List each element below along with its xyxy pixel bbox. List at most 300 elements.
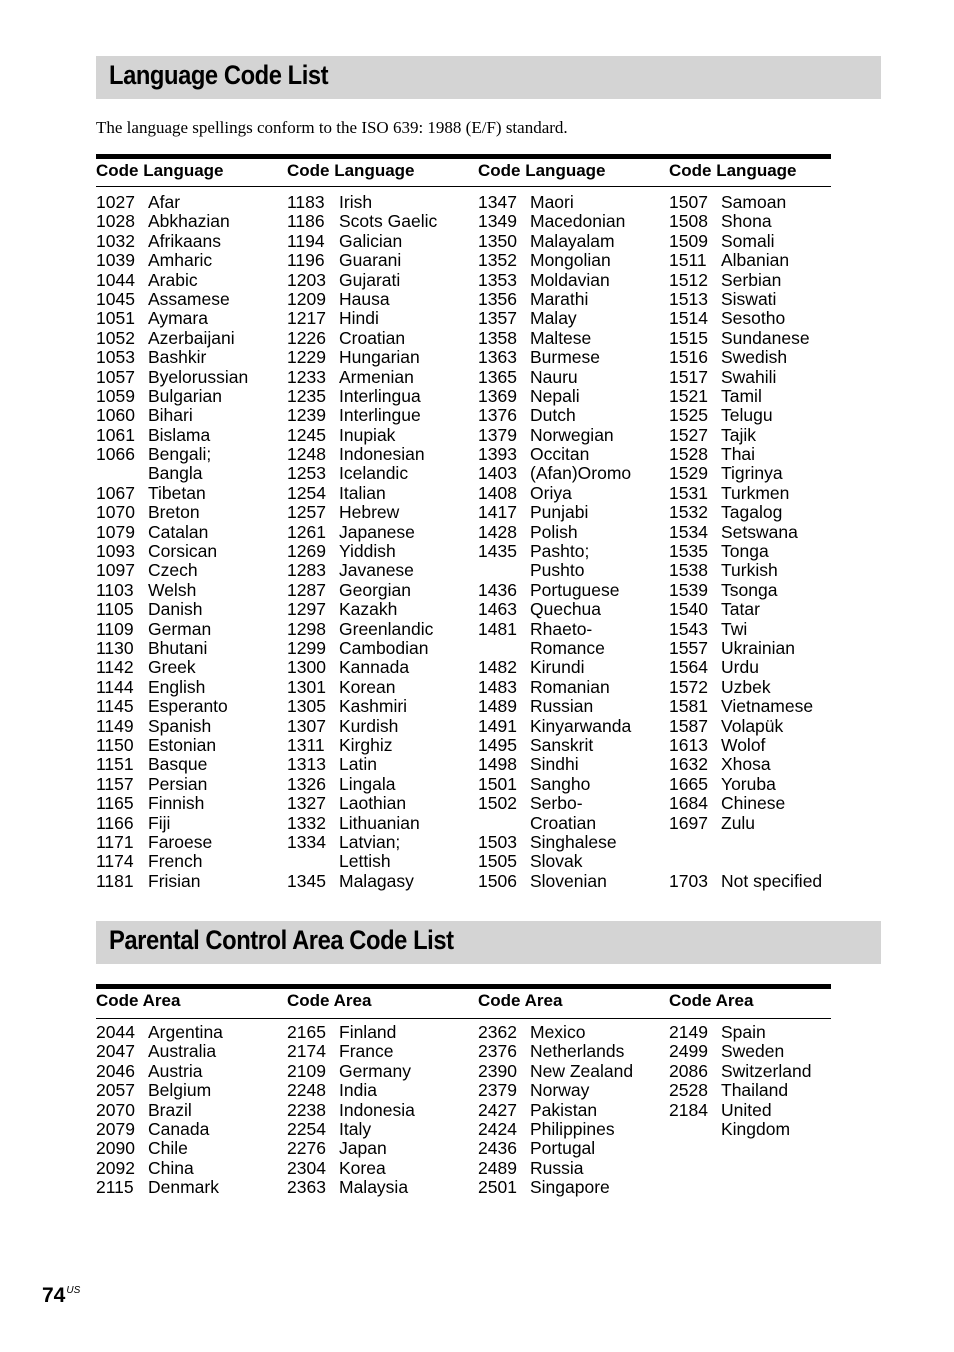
name-cell: Amharic — [148, 250, 213, 271]
name-cell: Xhosa — [721, 754, 771, 775]
code-cell: 2362 — [478, 1022, 517, 1042]
code-cell: 1226 — [287, 327, 326, 348]
code-cell: 1093 — [96, 541, 135, 562]
language-header-2: Code Language — [287, 161, 415, 180]
name-cell: Kazakh — [339, 599, 398, 620]
code-cell: 1572 — [669, 676, 708, 697]
name-cell: Singapore — [530, 1177, 610, 1198]
code-cell: 1103 — [96, 579, 134, 600]
code-cell: 1345 — [287, 870, 326, 891]
code-cell: 1165 — [96, 793, 134, 814]
language-table-header-rule — [96, 186, 831, 187]
name-cell: Twi — [721, 618, 748, 639]
language-intro-text: The language spellings conform to the ISO 639: 1988 (E/F) standard. — [96, 118, 568, 137]
name-cell: Greenlandic — [339, 618, 434, 639]
name-cell: Romanian — [530, 676, 610, 697]
code-cell: 1521 — [669, 385, 708, 406]
name-cell: Inupiak — [339, 424, 396, 445]
name-cell: Sindhi — [530, 754, 579, 775]
code-cell: 1032 — [96, 230, 135, 251]
name-cell: Malagasy — [339, 870, 414, 891]
name-cell: Kirundi — [530, 657, 585, 678]
name-cell: Chile — [148, 1138, 188, 1159]
name-cell: Shona — [721, 211, 772, 232]
code-cell: 1356 — [478, 288, 517, 309]
code-cell: 1130 — [96, 637, 134, 658]
name-cell: Turkish — [721, 560, 778, 581]
code-cell: 1332 — [287, 812, 326, 833]
code-cell: 2184 — [669, 1099, 708, 1120]
code-cell: 1532 — [669, 502, 708, 523]
code-cell: 1257 — [287, 502, 326, 523]
code-cell: 1217 — [287, 308, 326, 329]
name-cell: Belgium — [148, 1080, 212, 1101]
name-cell: Vietnamese — [721, 696, 814, 717]
name-cell: Slovak — [530, 851, 583, 872]
name-cell: Gujarati — [339, 269, 401, 290]
name-cell: Argentina — [148, 1022, 223, 1042]
code-cell: 2499 — [669, 1041, 708, 1062]
name-cell: Tsonga — [721, 579, 778, 600]
name-cell: Tatar — [721, 599, 760, 620]
name-cell: Serbo- — [530, 793, 583, 814]
code-cell: 1613 — [669, 734, 708, 755]
code-cell: 1525 — [669, 405, 708, 426]
page-number — [42, 1284, 80, 1308]
name-cell: Hausa — [339, 288, 390, 309]
name-cell: Fiji — [148, 812, 171, 833]
code-cell: 1066 — [96, 444, 135, 465]
code-cell: 1334 — [287, 831, 326, 852]
code-cell: 1053 — [96, 347, 135, 368]
code-cell: 1417 — [478, 502, 517, 523]
code-cell: 2174 — [287, 1041, 326, 1062]
page-region: US — [66, 1285, 81, 1296]
code-cell: 2501 — [478, 1177, 517, 1198]
name-cell: Catalan — [148, 521, 209, 542]
code-cell: 1543 — [669, 618, 708, 639]
code-cell: 1313 — [287, 754, 326, 775]
name-cell: Punjabi — [530, 502, 589, 523]
name-cell: Italy — [339, 1118, 372, 1139]
name-cell: Russia — [530, 1157, 584, 1178]
name-cell: Kirghiz — [339, 734, 393, 755]
code-cell: 1529 — [669, 463, 708, 484]
code-cell: 1060 — [96, 405, 135, 426]
name-cell: Burmese — [530, 347, 601, 368]
code-cell: 1248 — [287, 444, 326, 465]
code-cell: 1239 — [287, 405, 326, 426]
name-cell: Hebrew — [339, 502, 400, 523]
code-cell: 2149 — [669, 1022, 708, 1042]
name-cell: Quechua — [530, 599, 602, 620]
code-cell: 2070 — [96, 1099, 135, 1120]
code-cell: 1665 — [669, 773, 708, 794]
code-cell: 1027 — [96, 192, 135, 212]
name-cell: Kingdom — [721, 1118, 791, 1139]
code-cell: 1697 — [669, 812, 708, 833]
name-cell: Korea — [339, 1157, 386, 1178]
name-cell: Yoruba — [721, 773, 776, 794]
name-cell: French — [148, 851, 203, 872]
code-cell: 2057 — [96, 1080, 135, 1101]
name-cell: Singhalese — [530, 831, 617, 852]
name-cell: Maltese — [530, 327, 592, 348]
name-cell: Chinese — [721, 793, 786, 814]
name-cell: Siswati — [721, 288, 777, 309]
code-cell: 1254 — [287, 482, 326, 503]
name-cell: Icelandic — [339, 463, 409, 484]
name-cell: Afar — [148, 192, 181, 212]
code-cell: 2276 — [287, 1138, 326, 1159]
name-cell: Kurdish — [339, 715, 399, 736]
code-cell: 1358 — [478, 327, 517, 348]
name-cell: Galician — [339, 230, 403, 251]
code-cell: 2086 — [669, 1060, 708, 1081]
name-cell: Scots Gaelic — [339, 211, 438, 232]
name-cell: Breton — [148, 502, 200, 523]
name-cell: Spanish — [148, 715, 212, 736]
code-cell: 1357 — [478, 308, 517, 329]
name-cell: Assamese — [148, 288, 230, 309]
name-cell: Urdu — [721, 657, 759, 678]
name-cell: Indonesia — [339, 1099, 415, 1120]
name-cell: Georgian — [339, 579, 411, 600]
name-cell: Marathi — [530, 288, 589, 309]
name-cell: United — [721, 1099, 772, 1120]
code-cell: 1144 — [96, 676, 134, 697]
name-cell: Switzerland — [721, 1060, 812, 1081]
language-header-3: Code Language — [478, 161, 606, 180]
code-cell: 1483 — [478, 676, 517, 697]
name-cell: Australia — [148, 1041, 217, 1062]
code-cell: 1531 — [669, 482, 708, 503]
code-cell: 1253 — [287, 463, 326, 484]
code-cell: 1044 — [96, 269, 135, 290]
code-cell: 1513 — [669, 288, 708, 309]
code-cell: 1527 — [669, 424, 708, 445]
name-cell: Frisian — [148, 870, 201, 891]
code-cell: 1298 — [287, 618, 326, 639]
code-cell: 1403 — [478, 463, 517, 484]
name-cell: Pakistan — [530, 1099, 598, 1120]
name-cell: Bislama — [148, 424, 211, 445]
code-cell: 2379 — [478, 1080, 517, 1101]
code-cell: 1067 — [96, 482, 135, 503]
code-cell: 2090 — [96, 1138, 135, 1159]
name-cell: Latvian; — [339, 831, 401, 852]
name-cell: Thai — [721, 444, 756, 465]
code-cell: 2115 — [96, 1177, 134, 1198]
name-cell: Tamil — [721, 385, 762, 406]
code-cell: 1142 — [96, 657, 134, 678]
area-table-top-rule — [96, 984, 831, 989]
code-cell: 1350 — [478, 230, 517, 251]
name-cell: Danish — [148, 599, 203, 620]
code-cell: 2047 — [96, 1041, 135, 1062]
code-cell: 1482 — [478, 657, 517, 678]
code-cell: 1528 — [669, 444, 708, 465]
code-cell: 1166 — [96, 812, 134, 833]
code-cell: 1540 — [669, 599, 708, 620]
page-number-value: 74 — [42, 1284, 66, 1307]
language-header-1: Code Language — [96, 161, 224, 180]
code-cell: 1287 — [287, 579, 326, 600]
code-cell: 2079 — [96, 1118, 135, 1139]
name-cell: Bangla — [148, 463, 203, 484]
area-header-3: Code Area — [478, 991, 563, 1010]
name-cell: Tajik — [721, 424, 757, 445]
name-cell: France — [339, 1041, 394, 1062]
code-cell: 1059 — [96, 385, 135, 406]
name-cell: Lingala — [339, 773, 396, 794]
code-cell: 1203 — [287, 269, 326, 290]
name-cell: Wolof — [721, 734, 766, 755]
code-cell: 2390 — [478, 1060, 517, 1081]
name-cell: Norway — [530, 1080, 590, 1101]
name-cell: Brazil — [148, 1099, 192, 1120]
code-cell: 1363 — [478, 347, 517, 368]
code-cell: 1151 — [96, 754, 134, 775]
name-cell: Maori — [530, 192, 574, 212]
code-cell: 1436 — [478, 579, 517, 600]
code-cell: 1506 — [478, 870, 517, 891]
name-cell: Mexico — [530, 1022, 586, 1042]
name-cell: Aymara — [148, 308, 208, 329]
area-section-header — [96, 921, 881, 964]
name-cell: Kannada — [339, 657, 410, 678]
area-table-header-rule — [96, 1018, 831, 1019]
code-cell: 1564 — [669, 657, 708, 678]
code-cell: 1261 — [287, 521, 326, 542]
name-cell: Abkhazian — [148, 211, 230, 232]
code-cell: 1196 — [287, 250, 325, 271]
code-cell: 1097 — [96, 560, 135, 581]
name-cell: Pushto — [530, 560, 585, 581]
name-cell: Ukrainian — [721, 637, 795, 658]
name-cell: Latin — [339, 754, 377, 775]
code-cell: 1512 — [669, 269, 708, 290]
name-cell: Bengali; — [148, 444, 212, 465]
name-cell: Bihari — [148, 405, 193, 426]
code-cell: 1369 — [478, 385, 517, 406]
code-cell: 1327 — [287, 793, 326, 814]
code-cell: 2363 — [287, 1177, 326, 1198]
language-table-top-rule — [96, 154, 831, 159]
code-cell: 1491 — [478, 715, 517, 736]
code-cell: 2165 — [287, 1022, 326, 1042]
code-cell: 1408 — [478, 482, 517, 503]
name-cell: Lettish — [339, 851, 391, 872]
code-cell: 2046 — [96, 1060, 135, 1081]
code-cell: 1109 — [96, 618, 134, 639]
name-cell: Bhutani — [148, 637, 208, 658]
code-cell: 1039 — [96, 250, 135, 271]
name-cell: Uzbek — [721, 676, 771, 697]
name-cell: Welsh — [148, 579, 197, 600]
code-cell: 1435 — [478, 541, 517, 562]
code-cell: 1194 — [287, 230, 325, 251]
name-cell: Cambodian — [339, 637, 429, 658]
name-cell: Slovenian — [530, 870, 607, 891]
name-cell: Afrikaans — [148, 230, 221, 251]
name-cell: Setswana — [721, 521, 798, 542]
name-cell: Austria — [148, 1060, 203, 1081]
name-cell: Sweden — [721, 1041, 785, 1062]
code-cell: 1503 — [478, 831, 517, 852]
name-cell: Italian — [339, 482, 386, 503]
name-cell: China — [148, 1157, 194, 1178]
name-cell: Japan — [339, 1138, 387, 1159]
name-cell: Estonian — [148, 734, 217, 755]
area-header-2: Code Area — [287, 991, 372, 1010]
name-cell: Macedonian — [530, 211, 626, 232]
name-cell: Czech — [148, 560, 198, 581]
name-cell: Telugu — [721, 405, 773, 426]
code-cell: 1157 — [96, 773, 134, 794]
name-cell: Swedish — [721, 347, 788, 368]
code-cell: 1181 — [96, 870, 134, 891]
name-cell: Sangho — [530, 773, 591, 794]
name-cell: Canada — [148, 1118, 210, 1139]
name-cell: Oriya — [530, 482, 572, 503]
name-cell: Laothian — [339, 793, 407, 814]
name-cell: Esperanto — [148, 696, 228, 717]
code-cell: 1349 — [478, 211, 517, 232]
name-cell: Corsican — [148, 541, 218, 562]
name-cell: Not specified — [721, 870, 823, 891]
code-cell: 1502 — [478, 793, 517, 814]
name-cell: Croatian — [530, 812, 597, 833]
name-cell: Denmark — [148, 1177, 219, 1198]
code-cell: 1489 — [478, 696, 517, 717]
code-cell: 1508 — [669, 211, 708, 232]
code-cell: 1703 — [669, 870, 708, 891]
code-cell: 1509 — [669, 230, 708, 251]
name-cell: English — [148, 676, 206, 697]
code-cell: 1269 — [287, 541, 326, 562]
code-cell: 1174 — [96, 851, 134, 872]
name-cell: Hungarian — [339, 347, 420, 368]
code-cell: 2109 — [287, 1060, 326, 1081]
name-cell: Arabic — [148, 269, 198, 290]
name-cell: Sesotho — [721, 308, 786, 329]
name-cell: Greek — [148, 657, 196, 678]
code-cell: 1517 — [669, 366, 708, 387]
name-cell: Occitan — [530, 444, 590, 465]
code-cell: 1171 — [96, 831, 134, 852]
name-cell: Sundanese — [721, 327, 810, 348]
name-cell: Azerbaijani — [148, 327, 235, 348]
code-cell: 1557 — [669, 637, 708, 658]
name-cell: Netherlands — [530, 1041, 625, 1062]
name-cell: Albanian — [721, 250, 790, 271]
code-cell: 1511 — [669, 250, 707, 271]
code-cell: 2248 — [287, 1080, 326, 1101]
language-section-header — [96, 56, 881, 99]
name-cell: Malayalam — [530, 230, 615, 251]
code-cell: 1183 — [287, 192, 325, 212]
code-cell: 1498 — [478, 754, 517, 775]
name-cell: Finland — [339, 1022, 397, 1042]
code-cell: 1428 — [478, 521, 517, 542]
name-cell: Swahili — [721, 366, 777, 387]
code-cell: 1535 — [669, 541, 708, 562]
name-cell: Javanese — [339, 560, 414, 581]
code-cell: 1233 — [287, 366, 326, 387]
code-cell: 2238 — [287, 1099, 326, 1120]
code-cell: 2092 — [96, 1157, 135, 1178]
code-cell: 1235 — [287, 385, 326, 406]
code-cell: 2254 — [287, 1118, 326, 1139]
name-cell: Tagalog — [721, 502, 783, 523]
code-cell: 1301 — [287, 676, 326, 697]
code-cell: 1376 — [478, 405, 517, 426]
name-cell: Armenian — [339, 366, 414, 387]
code-cell: 1514 — [669, 308, 708, 329]
code-cell: 1632 — [669, 754, 708, 775]
code-cell: 1028 — [96, 211, 135, 232]
name-cell: Yiddish — [339, 541, 396, 562]
name-cell: Hindi — [339, 308, 379, 329]
name-cell: Tibetan — [148, 482, 206, 503]
code-cell: 1495 — [478, 734, 517, 755]
code-cell: 2528 — [669, 1080, 708, 1101]
code-cell: 1057 — [96, 366, 135, 387]
name-cell: New Zealand — [530, 1060, 634, 1081]
code-cell: 2376 — [478, 1041, 517, 1062]
code-cell: 2424 — [478, 1118, 517, 1139]
code-cell: 1245 — [287, 424, 326, 445]
code-cell: 1307 — [287, 715, 326, 736]
area-section-title: Parental Control Area Code List — [109, 925, 454, 955]
code-cell: 1052 — [96, 327, 135, 348]
code-cell: 1539 — [669, 579, 708, 600]
code-cell: 1061 — [96, 424, 135, 445]
name-cell: Guarani — [339, 250, 402, 271]
name-cell: Pashto; — [530, 541, 590, 562]
code-cell: 1463 — [478, 599, 517, 620]
code-cell: 1150 — [96, 734, 134, 755]
language-section-title: Language Code List — [109, 60, 329, 90]
name-cell: Volapük — [721, 715, 784, 736]
name-cell: Serbian — [721, 269, 782, 290]
name-cell: (Afan)Oromo — [530, 463, 632, 484]
language-header-4: Code Language — [669, 161, 797, 180]
code-cell: 1365 — [478, 366, 517, 387]
name-cell: Polish — [530, 521, 578, 542]
code-cell: 2044 — [96, 1022, 135, 1042]
code-cell: 1505 — [478, 851, 517, 872]
code-cell: 1516 — [669, 347, 708, 368]
name-cell: Russian — [530, 696, 594, 717]
name-cell: Tonga — [721, 541, 769, 562]
code-cell: 2427 — [478, 1099, 517, 1120]
name-cell: Basque — [148, 754, 208, 775]
name-cell: German — [148, 618, 212, 639]
code-cell: 2304 — [287, 1157, 326, 1178]
name-cell: Moldavian — [530, 269, 610, 290]
code-cell: 1581 — [669, 696, 708, 717]
name-cell: Norwegian — [530, 424, 614, 445]
name-cell: Croatian — [339, 327, 406, 348]
code-cell: 1105 — [96, 599, 134, 620]
name-cell: Kashmiri — [339, 696, 408, 717]
code-cell: 1587 — [669, 715, 708, 736]
name-cell: Nepali — [530, 385, 580, 406]
code-cell: 1045 — [96, 288, 135, 309]
name-cell: Philippines — [530, 1118, 615, 1139]
